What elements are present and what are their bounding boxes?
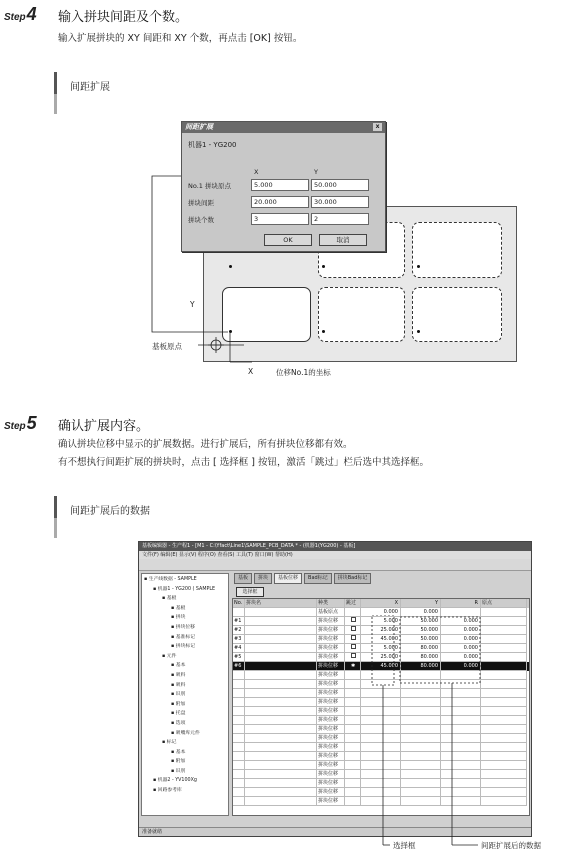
grid-cell	[345, 752, 361, 761]
grid-cell	[233, 707, 245, 716]
y-axis-label: Y	[190, 300, 195, 309]
section-bar	[54, 496, 57, 518]
grid-cell: 拼块位移	[317, 644, 345, 653]
grid-cell	[233, 716, 245, 725]
grid-cell	[345, 734, 361, 743]
grid-cell: #4	[233, 644, 245, 653]
tree-item[interactable]: ▪ 标记	[162, 740, 177, 746]
status-text: 准备就绪	[142, 829, 163, 835]
grid-cell	[233, 752, 245, 761]
offset-label: 位移No.1的坐标	[276, 368, 331, 377]
grid-cell	[245, 797, 317, 806]
grid-cell	[345, 770, 361, 779]
section-bar-lower	[54, 94, 57, 114]
tab-block[interactable]: 拼块	[254, 573, 272, 584]
grid-cell	[233, 779, 245, 788]
grid-cell: 25.000	[361, 653, 401, 662]
tree-item[interactable]: ▪ 附加	[171, 701, 186, 707]
grid-cell	[345, 707, 361, 716]
tree-item[interactable]: ▪ 元件	[162, 653, 177, 659]
grid-cell	[233, 743, 245, 752]
grid-cell: No.	[233, 599, 245, 608]
grid-cell: 种类	[317, 599, 345, 608]
grid-cell: 0.000	[441, 662, 481, 671]
tree-item[interactable]: ▪ 吸料	[171, 682, 186, 688]
step4-title: 输入拼块间距及个数。	[58, 10, 189, 25]
grid-cell	[245, 788, 317, 797]
grid-cell: 拼块位移	[317, 653, 345, 662]
grid-cell: 0.000	[441, 644, 481, 653]
grid-cell: 0.000	[361, 608, 401, 617]
grid-cell: 0.000	[401, 608, 441, 617]
window-titlebar	[139, 542, 531, 551]
grid-cell	[345, 725, 361, 734]
grid-cell	[233, 770, 245, 779]
grid-cell: 0.000	[441, 617, 481, 626]
grid-cell	[345, 698, 361, 707]
grid-cell: 拼块位移	[317, 761, 345, 770]
tree-item[interactable]: ▪ 拼块位移	[171, 624, 195, 630]
grid-cell	[233, 689, 245, 698]
grid-cell	[233, 671, 245, 680]
grid-cell	[345, 680, 361, 689]
section1-title: 间距扩展	[70, 82, 110, 93]
grid-cell	[245, 752, 317, 761]
machine-label: 机器1 - YG200	[188, 141, 237, 149]
grid-cell: 80.000	[401, 653, 441, 662]
menu-bar[interactable]	[139, 551, 531, 559]
grid-cell	[245, 689, 317, 698]
grid-cell	[245, 617, 317, 626]
grid-cell: 0.000	[441, 626, 481, 635]
grid-cell: 拼块位移	[317, 626, 345, 635]
tree-item[interactable]: ▪ 机器1 - YG200 ( SAMPLE	[153, 586, 216, 592]
select-box-button[interactable]: 选择框	[236, 587, 264, 597]
step-label: Step	[4, 421, 26, 432]
grid-cell: 跳过	[345, 599, 361, 608]
tab-strip	[234, 573, 371, 584]
tree-item[interactable]: ▪ 回路参考库	[153, 788, 182, 794]
grid-cell	[233, 725, 245, 734]
tree-item[interactable]: ▪ 托盘	[171, 711, 186, 717]
grid-cell: 5.000	[361, 617, 401, 626]
skip-checkbox[interactable]	[345, 644, 361, 653]
tab-block-bad-mark[interactable]: 拼块Bad标记	[334, 573, 372, 584]
grid-cell	[345, 689, 361, 698]
grid-cell	[245, 761, 317, 770]
tree-item[interactable]: ▪ 基板	[171, 605, 186, 611]
grid-cell	[345, 788, 361, 797]
grid-cell: 5.000	[361, 644, 401, 653]
grid-cell: #1	[233, 617, 245, 626]
close-icon[interactable]: x	[373, 123, 382, 131]
grid-cell	[345, 671, 361, 680]
grid-cell: #6	[233, 662, 245, 671]
col-y-header: Y	[314, 168, 318, 176]
step5-marker	[4, 413, 37, 434]
ok-button[interactable]: OK	[264, 234, 312, 246]
grid-cell	[245, 725, 317, 734]
row-label: 拼块间距	[188, 199, 214, 207]
tree-item[interactable]: ▪ 机器2 - YV100Xg	[153, 778, 197, 784]
tile	[412, 222, 502, 278]
grid-cell: 拼块位移	[317, 689, 345, 698]
tree-item[interactable]: ▪ 识别	[171, 692, 186, 698]
section2-title: 间距扩展后的数据	[70, 506, 150, 517]
dialog-titlebar	[182, 122, 385, 133]
pitch-expand-dialog	[181, 121, 386, 252]
skip-checkbox[interactable]	[345, 617, 361, 626]
grid-cell	[345, 761, 361, 770]
tab-block-offset[interactable]: 基板位移	[274, 573, 302, 584]
skip-checkbox[interactable]	[345, 635, 361, 644]
origin-label: 基板原点	[152, 342, 182, 351]
tile-origin-dot	[417, 330, 420, 333]
step4-description: 输入扩展拼块的 XY 间距和 XY 个数，再点击 [OK] 按钮。	[58, 33, 303, 44]
grid-cell: 0.000	[441, 653, 481, 662]
window-title: 基板编辑器 - 生产程1 - [M1 - C:\Yfact\Line1\SAMPLE_PCB_DATA * - (机器1(YG200) - 基板]	[142, 543, 356, 549]
grid-cell: 原点	[481, 599, 527, 608]
count-y-input[interactable]: 2	[311, 213, 369, 225]
select-box-callout: 选择框	[393, 841, 416, 850]
grid-cell: 拼块位移	[317, 779, 345, 788]
grid-cell: 80.000	[401, 662, 441, 671]
grid-cell: 80.000	[401, 644, 441, 653]
tree-item[interactable]: ▪ 附加	[171, 759, 186, 765]
grid-cell: 拼块位移	[317, 716, 345, 725]
tree-item[interactable]: ▪ 选项	[171, 720, 186, 726]
grid-cell	[233, 734, 245, 743]
grid-cell	[245, 653, 317, 662]
grid-cell: #5	[233, 653, 245, 662]
col-x-header: X	[254, 168, 259, 176]
grid-cell	[345, 608, 361, 617]
tree-item[interactable]: ▪ 吸嘴库元件	[171, 730, 200, 736]
grid-cell: 拼块位移	[317, 752, 345, 761]
grid-cell: 拼块名	[245, 599, 317, 608]
grid-cell: 基板原点	[317, 608, 345, 617]
step5-title: 确认扩展内容。	[58, 419, 150, 434]
grid-cell: 拼块位移	[317, 680, 345, 689]
expanded-data-callout: 间距扩展后的数据	[481, 841, 541, 850]
grid-cell: 拼块位移	[317, 698, 345, 707]
grid-cell: 拼块位移	[317, 662, 345, 671]
tree-item[interactable]: ▪ 识别	[171, 768, 186, 774]
step5-description-1: 确认拼块位移中显示的扩展数据。进行扩展后，所有拼块位移都有效。	[58, 439, 353, 450]
grid-cell	[245, 644, 317, 653]
grid-cell	[245, 734, 317, 743]
callout-lines	[360, 615, 530, 855]
step-label: Step	[4, 12, 26, 23]
tab-bad-mark[interactable]: Bad标记	[304, 573, 332, 584]
grid-cell: 拼块位移	[317, 707, 345, 716]
step4-marker	[4, 4, 37, 25]
grid-cell	[233, 698, 245, 707]
grid-cell	[233, 761, 245, 770]
grid-cell	[245, 770, 317, 779]
tree-item[interactable]: ▪ 基准标记	[171, 634, 195, 640]
row-label: 拼块个数	[188, 216, 214, 224]
cancel-button[interactable]: 取消	[319, 234, 367, 246]
tree-item[interactable]: ▪ 生产线数据 - SAMPLE	[144, 577, 197, 582]
tab-board[interactable]: 基板	[234, 573, 252, 584]
origin-y-input[interactable]: 50.000	[311, 179, 369, 191]
grid-cell: 拼块位移	[317, 671, 345, 680]
tree-item[interactable]: ▪ 拼块标记	[171, 644, 195, 650]
grid-cell	[245, 680, 317, 689]
grid-cell	[345, 716, 361, 725]
grid-cell	[245, 743, 317, 752]
pitch-x-input[interactable]: 20.000	[251, 196, 309, 208]
grid-header-row[interactable]	[233, 599, 529, 608]
grid-cell	[245, 779, 317, 788]
grid-cell	[233, 608, 245, 617]
grid-cell: 50.000	[401, 635, 441, 644]
grid-cell: 拼块位移	[317, 743, 345, 752]
toolbar	[139, 559, 531, 571]
grid-cell: 50.000	[401, 626, 441, 635]
origin-x-input[interactable]: 5.000	[251, 179, 309, 191]
dialog-title: 间距扩展	[185, 123, 213, 131]
grid-cell	[245, 626, 317, 635]
grid-cell	[345, 779, 361, 788]
tree-item[interactable]: ▪ 吸料	[171, 672, 186, 678]
grid-cell: 拼块位移	[317, 725, 345, 734]
grid-cell	[245, 662, 317, 671]
grid-cell	[245, 716, 317, 725]
section-bar	[54, 72, 57, 94]
tree-item[interactable]: ▪ 基板	[162, 596, 177, 602]
grid-cell: 拼块位移	[317, 635, 345, 644]
grid-cell: 45.000	[361, 662, 401, 671]
grid-cell: R	[441, 599, 481, 608]
skip-checkbox-selected[interactable]: ✱	[345, 662, 361, 671]
grid-cell: 25.000	[361, 626, 401, 635]
step-number: 4	[26, 4, 37, 24]
grid-cell: Y	[401, 599, 441, 608]
grid-cell: X	[361, 599, 401, 608]
grid-cell: 拼块位移	[317, 797, 345, 806]
tree-item[interactable]: ▪ 基本	[171, 749, 186, 755]
tile-origin-dot	[417, 265, 420, 268]
grid-cell	[245, 635, 317, 644]
grid-cell: 拼块位移	[317, 788, 345, 797]
grid-cell	[233, 788, 245, 797]
grid-cell	[245, 698, 317, 707]
grid-cell: 50.000	[401, 617, 441, 626]
grid-cell	[233, 680, 245, 689]
grid-cell	[245, 671, 317, 680]
count-x-input[interactable]: 3	[251, 213, 309, 225]
grid-cell	[345, 743, 361, 752]
grid-cell: 拼块位移	[317, 770, 345, 779]
tree-panel	[141, 573, 229, 816]
grid-cell: #2	[233, 626, 245, 635]
tile	[412, 287, 502, 342]
section-bar-lower	[54, 518, 57, 538]
grid-cell: 0.000	[441, 635, 481, 644]
skip-checkbox[interactable]	[345, 626, 361, 635]
grid-cell	[345, 797, 361, 806]
grid-cell: 拼块位移	[317, 734, 345, 743]
tree-item[interactable]: ▪ 基本	[171, 663, 186, 669]
grid-cell: #3	[233, 635, 245, 644]
grid-cell	[245, 707, 317, 716]
menu-items[interactable]: 文件(F) 编辑(E) 显示(V) 程序(O) 查看(S) 工具(T) 窗口(W) 帮助(H)	[142, 552, 293, 558]
step-number: 5	[26, 413, 37, 433]
step5-description-2: 有不想执行间距扩展的拼块时，点击 [ 选择框 ] 按钮，激活「跳过」栏后选中其选择框。	[58, 457, 429, 468]
grid-cell	[233, 797, 245, 806]
skip-checkbox[interactable]	[345, 653, 361, 662]
grid-cell: 45.000	[361, 635, 401, 644]
grid-cell: 拼块位移	[317, 617, 345, 626]
tree-item[interactable]: ▪ 拼块	[171, 615, 186, 621]
grid-cell	[245, 608, 317, 617]
row-label: No.1 拼块原点	[188, 182, 231, 190]
x-axis-label: X	[248, 367, 254, 376]
pitch-y-input[interactable]: 30.000	[311, 196, 369, 208]
